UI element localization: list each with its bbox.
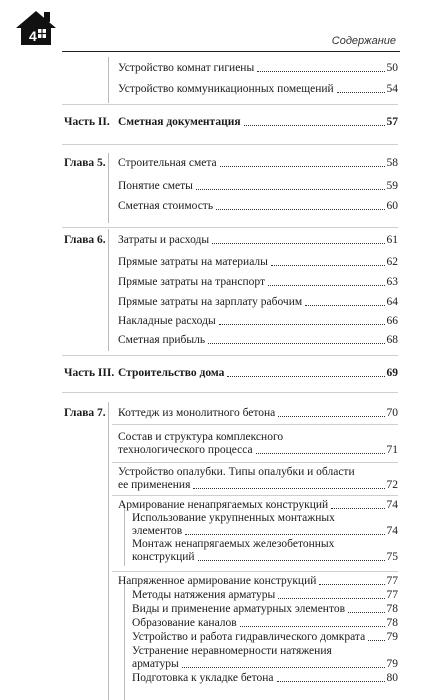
toc-subentry[interactable]: Образование каналов 78	[132, 617, 398, 629]
section-separator	[62, 227, 398, 228]
vertical-divider	[108, 402, 109, 700]
header-rule	[62, 51, 400, 52]
toc-chapter-entry[interactable]: Коттедж из монолитного бетона 70	[118, 407, 398, 419]
section-separator	[62, 392, 398, 393]
subsection-separator	[112, 495, 398, 496]
toc-subentry[interactable]: Методы натяжения арматуры 77	[132, 589, 398, 601]
toc-chapter-entry[interactable]: Строительная смета 58	[118, 157, 398, 169]
toc-entry[interactable]: Понятие сметы 59	[118, 180, 398, 192]
vertical-divider	[108, 153, 109, 223]
part-label: Часть II.	[64, 116, 110, 128]
toc-entry[interactable]: Накладные расходы 66	[118, 315, 398, 327]
chapter-label: Глава 5.	[64, 157, 106, 169]
subsection-separator	[112, 571, 398, 572]
toc-entry[interactable]: Устройство коммуникационных помещений 54	[118, 83, 398, 95]
toc-entry-line: Использование укрупненных монтажных	[132, 512, 335, 524]
vertical-divider	[124, 504, 125, 566]
vertical-divider	[108, 229, 109, 351]
subsection-separator	[112, 462, 398, 463]
toc-entry-line: Устранение неравномерности натяжения	[132, 645, 332, 657]
toc-entry[interactable]: Прямые затраты на транспорт 63	[118, 276, 398, 288]
toc-entry[interactable]: Прямые затраты на материалы 62	[118, 256, 398, 268]
toc-subentry[interactable]: арматуры 79	[132, 658, 398, 670]
chapter-label: Глава 7.	[64, 407, 106, 419]
subsection-separator	[112, 424, 398, 425]
toc-chapter-entry[interactable]: Затраты и расходы 61	[118, 234, 398, 246]
toc-subentry[interactable]: Устройство и работа гидравлического домкрата 79	[132, 631, 398, 643]
toc-part-entry[interactable]: Строительство дома 69	[118, 367, 398, 379]
toc-entry-line: Монтаж ненапрягаемых железобетонных	[132, 538, 335, 550]
toc-entry[interactable]: Напряженное армирование конструкций 77	[118, 575, 398, 587]
vertical-divider	[124, 580, 125, 700]
toc-subentry[interactable]: Подготовка к укладке бетона 80	[132, 672, 398, 684]
toc-entry[interactable]: Прямые затраты на зарплату рабочим 64	[118, 296, 398, 308]
section-separator	[62, 355, 398, 356]
toc-subentry[interactable]: конструкций 75	[132, 551, 398, 563]
toc-entry[interactable]: технологического процесса 71	[118, 444, 398, 456]
toc-entry-line: Состав и структура комплексного	[118, 431, 284, 443]
toc-entry[interactable]: ее применения 72	[118, 479, 398, 491]
section-separator	[62, 144, 398, 145]
toc-entry-line: Устройство опалубки. Типы опалубки и области	[118, 466, 355, 478]
house-logo-icon	[14, 8, 58, 46]
toc-subentry[interactable]: Виды и применение арматурных элементов 78	[132, 603, 398, 615]
toc-entry[interactable]: Устройство комнат гигиены 50	[118, 62, 398, 74]
chapter-label: Глава 6.	[64, 234, 106, 246]
page-header	[0, 0, 426, 46]
section-title: Содержание	[331, 35, 396, 47]
toc-subentry[interactable]: элементов 74	[132, 525, 398, 537]
toc-part-entry[interactable]: Сметная документация 57	[118, 116, 398, 128]
toc-entry[interactable]: Сметная стоимость 60	[118, 200, 398, 212]
toc-entry[interactable]: Армирование ненапрягаемых конструкций 74	[118, 499, 398, 511]
toc-entry[interactable]: Сметная прибыль 68	[118, 334, 398, 346]
page-number: 4	[29, 28, 37, 44]
vertical-divider	[108, 57, 109, 103]
part-label: Часть III.	[64, 367, 115, 379]
section-separator	[62, 104, 398, 105]
